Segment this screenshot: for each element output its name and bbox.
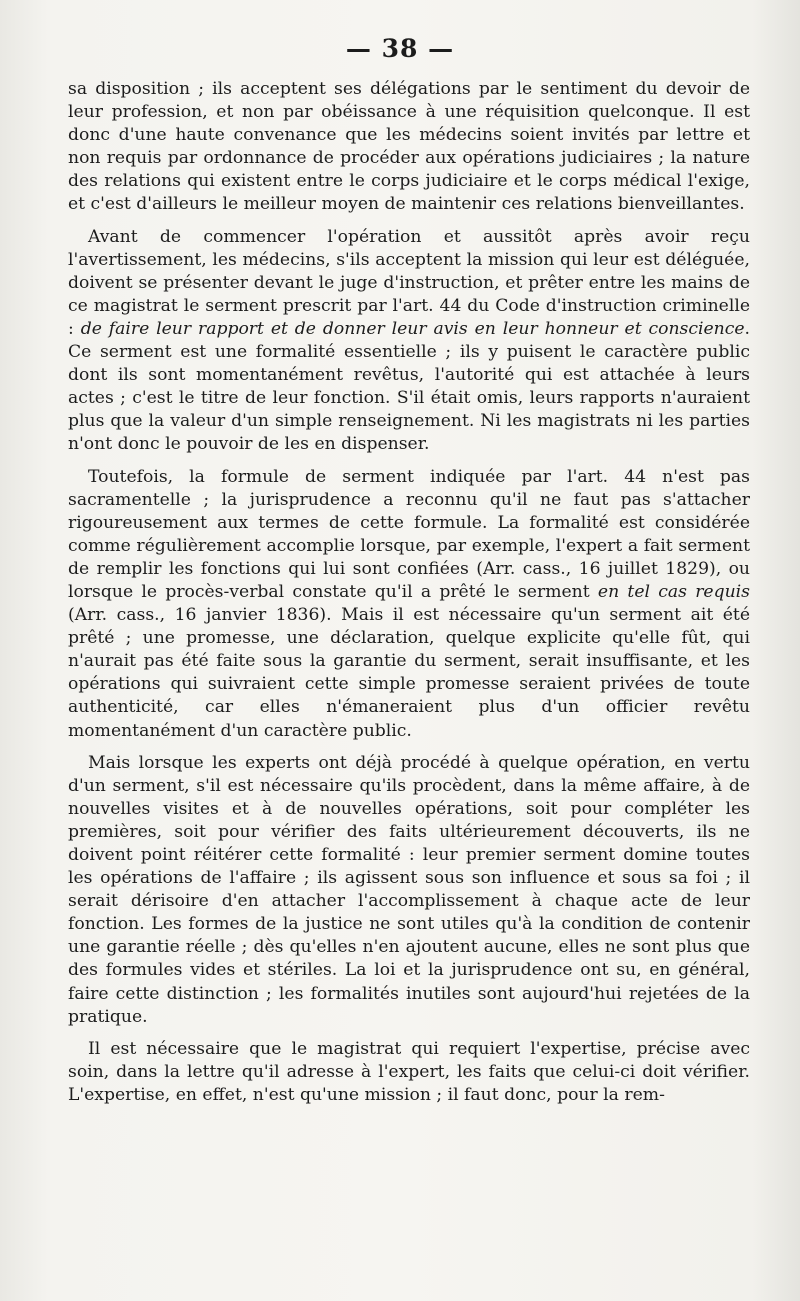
paragraph-2-text-before: Avant de commencer l'opération et aussitôt après avoir reçu l'avertissement, les médecins, s'ils acceptent la mission qui leur est déléguée, doivent se présenter devant le juge d'instruction, et prêter entre les mains de ce magistrat le serment prescrit par l'art. 44 du Code d'instruction criminelle : xyxy=(68,226,750,339)
paragraph-3 xyxy=(68,466,750,743)
paragraph-2-text-after: . Ce serment est une formalité essentielle ; ils y puisent le caractère public dont ils sont momentanément revêtus, l'autorité qui est attachée à leurs actes ; c'est le titre de leur fonction. S'il était omis, leurs rapports n'auraient plus que la valeur d'un simple renseignement. Ni les magistrats ni les parties n'ont donc le pouvoir de les en dispenser. xyxy=(68,318,750,455)
body-text xyxy=(68,78,750,1107)
paragraph-2 xyxy=(68,226,750,457)
paragraph-4: Mais lorsque les experts ont déjà procédé à quelque opération, en vertu d'un serment, s'il est nécessaire qu'ils procèdent, dans la même affaire, à de nouvelles visites et à de nouvelles opérations, soit pour compléter les premières, soit pour vérifier des faits ultérieurement découverts, ils ne doivent point réitérer cette formalité : leur premier serment domine toutes les opérations de l'affaire ; ils agissent sous son influence et sous sa foi ; il serait dérisoire d'en attacher l'accomplissement à chaque acte de leur fonction. Les formes de la justice ne sont utiles qu'à la condition de contenir une garantie réelle ; dès qu'elles n'en ajoutent aucune, elles ne sont plus que des formules vides et stériles. La loi et la jurisprudence ont su, en général, faire cette distinction ; les formalités inutiles sont aujourd'hui rejetées de la pratique. xyxy=(68,752,750,1027)
paragraph-3-text-after: (Arr. cass., 16 janvier 1836). Mais il est nécessaire qu'un serment ait été prêté ; une promesse, une déclaration, quelque explicite qu'elle fût, qui n'aurait pas été faite sous la garantie du serment, serait insuffisante, et les opérations qui suivraient cette simple promesse seraient privées de toute authenticité, car elles n'émaneraient plus d'un officier revêtu momentanément d'un caractère public. xyxy=(68,605,750,741)
paragraph-3-text-before: Toutefois, la formule de serment indiquée par l'art. 44 n'est pas sacramentelle ; la jurisprudence a reconnu qu'il ne faut pas s'attacher rigoureusement aux termes de cette formule. La formalité est considérée comme régulièrement accomplie lorsque, par exemple, l'expert a fait serment de remplir les fonctions qui lui sont confiées (Arr. cass., 16 juillet 1829), ou lorsque le procès-verbal constate qu'il a prêté le serment xyxy=(68,466,750,602)
page-number: — 38 — xyxy=(345,34,455,63)
paragraph-5: Il est nécessaire que le magistrat qui requiert l'expertise, précise avec soin, dans la lettre qu'il adresse à l'expert, les faits que celui-ci doit vérifier. L'expertise, en effet, n'est qu'une mission ; il faut donc, pour la rem- xyxy=(68,1038,750,1105)
paragraph-2-oath-formula: de faire leur rapport et de donner leur avis en leur honneur et conscience xyxy=(80,318,745,339)
paragraph-3-italic-phrase: en tel cas requis xyxy=(597,581,750,602)
paragraph-1: sa disposition ; ils acceptent ses délégations par le sentiment du devoir de leur profession, et non par obéissance à une réquisition quelconque. Il est donc d'une haute convenance que les médecins soient invités par lettre et non requis par ordonnance de procéder aux opérations judiciaires ; la nature des relations qui existent entre le corps judiciaire et le corps médical l'exige, et c'est d'ailleurs le meilleur moyen de maintenir ces relations bienveillantes. xyxy=(68,79,750,215)
